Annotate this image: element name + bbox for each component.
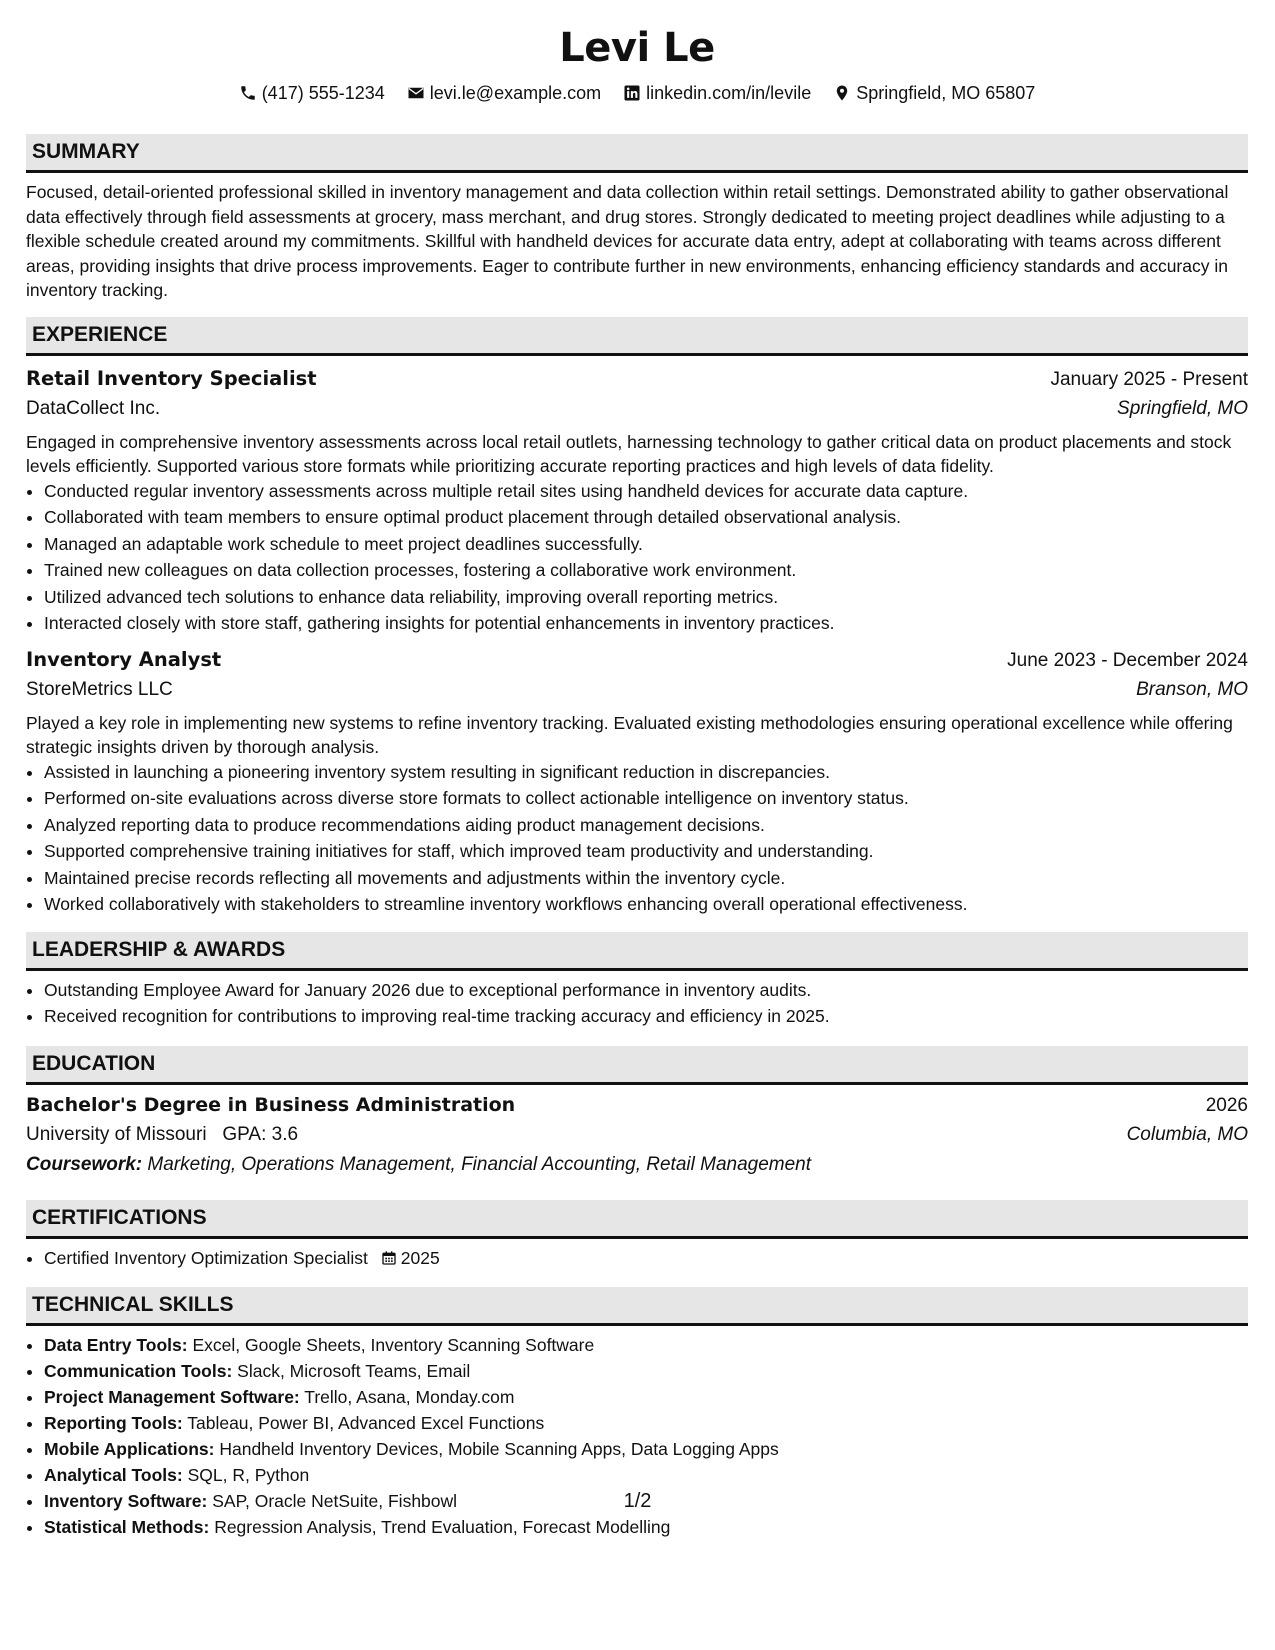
list-item: • Supported comprehensive training initiatives for staff, which improved team productivity and understanding. [44, 838, 1248, 865]
skill-label: Mobile Applications: [44, 1439, 215, 1459]
skill-label: Communication Tools: [44, 1361, 233, 1381]
section-heading-certifications: CERTIFICATIONS [26, 1200, 1248, 1239]
list-item [44, 1462, 1248, 1488]
list-item: • Managed an adaptable work schedule to meet project deadlines successfully. [44, 531, 1248, 558]
awards-list [26, 977, 1248, 1030]
page-number: 1/2 [623, 1490, 652, 1512]
contact-location [833, 82, 1035, 104]
certifications-section [26, 1200, 1248, 1272]
degree-title: Bachelor's Degree in Business Administration [26, 1093, 516, 1116]
skill-label: Project Management Software: [44, 1387, 300, 1407]
list-item: • Collaborated with team members to ensure optimal product placement through detailed observational analysis. [44, 504, 1248, 531]
envelope-icon [407, 84, 425, 102]
experience-section [26, 317, 1248, 918]
certifications-list [26, 1245, 1248, 1272]
skill-label: Statistical Methods: [44, 1517, 210, 1537]
job-dates: June 2023 - December 2024 [1007, 649, 1248, 671]
section-heading-summary: SUMMARY [26, 134, 1248, 173]
job-description: Engaged in comprehensive inventory assessments across local retail outlets, harnessing technology to gather critical data on product placements and stock levels efficiently. Supported various store formats while prioritizing accurate reporting practices and high levels of data fidelity. [26, 431, 1232, 476]
email-text[interactable]: levi.le@example.com [429, 83, 602, 103]
education-section [26, 1046, 1248, 1180]
list-item: • Maintained precise records reflecting all movements and adjustments within the inventory cycle. [44, 865, 1248, 892]
job-dates: January 2025 - Present [1050, 368, 1248, 390]
list-item [44, 1410, 1248, 1436]
section-heading-education: EDUCATION [26, 1046, 1248, 1085]
resume-page [26, 0, 1248, 1540]
contact-bar [26, 82, 1248, 104]
summary-section [26, 134, 1248, 303]
list-item: • Worked collaboratively with stakeholders to streamline inventory workflows enhancing overall operational effectiveness. [44, 891, 1248, 918]
linkedin-text[interactable]: linkedin.com/in/levile [646, 83, 812, 103]
job-company: StoreMetrics LLC [26, 678, 173, 700]
skill-value: Excel, Google Sheets, Inventory Scanning Software [192, 1335, 595, 1355]
candidate-name: Levi Le [559, 25, 715, 71]
list-item [44, 1384, 1248, 1410]
skill-label: Data Entry Tools: [44, 1335, 188, 1355]
list-item [44, 1514, 1248, 1540]
degree-year: 2026 [1205, 1094, 1248, 1116]
school-name: University of Missouri [26, 1123, 207, 1145]
job-title: Retail Inventory Specialist [26, 366, 317, 390]
skill-value: Regression Analysis, Trend Evaluation, Forecast Modelling [214, 1517, 671, 1537]
list-item: • Conducted regular inventory assessments across multiple retail sites using handheld devices for accurate data capture. [44, 478, 1248, 505]
awards-section [26, 932, 1248, 1030]
skill-label: Reporting Tools: [44, 1413, 183, 1433]
section-heading-experience: EXPERIENCE [26, 317, 1248, 356]
list-item: • Trained new colleagues on data collection processes, fostering a collaborative work environment. [44, 557, 1248, 584]
list-item: • Analyzed reporting data to produce recommendations aiding product management decisions. [44, 812, 1248, 839]
list-item [44, 1245, 1248, 1272]
list-item: • Utilized advanced tech solutions to enhance data reliability, improving overall reporting metrics. [44, 584, 1248, 611]
coursework-line [26, 1150, 1248, 1180]
job-entry [26, 365, 1248, 637]
skill-value: SAP, Oracle NetSuite, Fishbowl [212, 1491, 458, 1511]
list-item: • Assisted in launching a pioneering inventory system resulting in significant reduction in discrepancies. [44, 759, 1248, 786]
summary-text: Focused, detail-oriented professional skilled in inventory management and data collection within retail settings. Demonstrated ability to gather observational data effectively through field assessments at grocery, mass merchant, and drug stores. Strongly dedicated to meeting project deadlines while adjusting to a flexible schedule created around my commitments. Skillful with handheld devices for accurate data entry, adept at collaborating with teams across different areas, providing insights that drive process improvements. Eager to contribute further in new environments, enhancing efficiency standards and accuracy in inventory tracking. [26, 182, 1229, 300]
calendar-icon [381, 1250, 397, 1266]
phone-icon [239, 84, 257, 102]
skill-label: Inventory Software: [44, 1491, 208, 1511]
job-bullets [26, 759, 1248, 918]
school-line [26, 1120, 298, 1150]
linkedin-icon [623, 84, 641, 102]
cert-name: Certified Inventory Optimization Specialist [44, 1247, 368, 1268]
skill-value: SQL, R, Python [187, 1465, 310, 1485]
map-pin-icon [833, 84, 851, 102]
job-entry [26, 646, 1248, 918]
list-item: • Outstanding Employee Award for January 2026 due to exceptional performance in inventory audits. [44, 977, 1248, 1004]
section-heading-awards: LEADERSHIP & AWARDS [26, 932, 1248, 971]
list-item [44, 1332, 1248, 1358]
list-item: • Interacted closely with store staff, gathering insights for potential enhancements in inventory practices. [44, 610, 1248, 637]
coursework-label: Coursework: [26, 1153, 143, 1175]
gpa: GPA: 3.6 [222, 1123, 299, 1145]
job-title: Inventory Analyst [26, 647, 222, 671]
job-location: Branson, MO [1136, 678, 1248, 700]
list-item [44, 1436, 1248, 1462]
job-bullets [26, 478, 1248, 637]
skill-value: Handheld Inventory Devices, Mobile Scanning Apps, Data Logging Apps [219, 1439, 779, 1459]
job-company: DataCollect Inc. [26, 397, 161, 419]
contact-phone [239, 82, 385, 104]
list-item: • Performed on-site evaluations across diverse store formats to collect actionable intelligence on inventory status. [44, 785, 1248, 812]
contact-email[interactable] [407, 82, 601, 104]
skill-value: Tableau, Power BI, Advanced Excel Functions [187, 1413, 545, 1433]
section-heading-skills: TECHNICAL SKILLS [26, 1287, 1248, 1326]
list-item: • Received recognition for contributions to improving real-time tracking accuracy and efficiency in 2025. [44, 1003, 1248, 1030]
school-location: Columbia, MO [1126, 1123, 1248, 1145]
contact-linkedin[interactable] [623, 82, 811, 104]
list-item [44, 1358, 1248, 1384]
coursework-text: Marketing, Operations Management, Financial Accounting, Retail Management [147, 1153, 812, 1175]
skill-label: Analytical Tools: [44, 1465, 183, 1485]
job-description: Played a key role in implementing new systems to refine inventory tracking. Evaluated existing methodologies ensuring operational excellence while offering strategic insights driven by thorough analysis. [26, 712, 1233, 757]
skill-value: Trello, Asana, Monday.com [304, 1387, 515, 1407]
cert-year: 2025 [400, 1247, 440, 1268]
skill-value: Slack, Microsoft Teams, Email [237, 1361, 471, 1381]
location-text: Springfield, MO 65807 [856, 83, 1036, 103]
phone-text: (417) 555-1234 [261, 83, 385, 103]
job-location: Springfield, MO [1117, 397, 1248, 419]
